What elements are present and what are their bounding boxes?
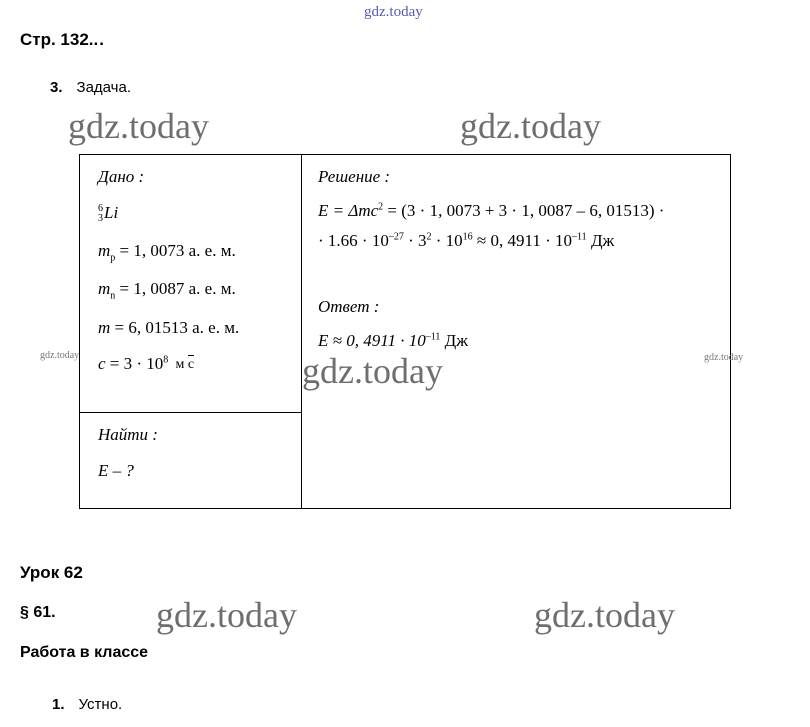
given-column bbox=[80, 155, 302, 508]
given-symbol-m: m bbox=[98, 279, 111, 299]
nuclide-indices bbox=[98, 204, 103, 225]
solution-column bbox=[302, 155, 730, 508]
eq1-part-c: = (3 · 1, 0073 + 3 · 1, 0087 – 6, 01513) · bbox=[383, 201, 665, 220]
page-number-dots: .. bbox=[93, 30, 105, 49]
eq2-part-e: Дж bbox=[586, 231, 615, 250]
nuclide-mass-number: 6 bbox=[98, 202, 103, 214]
solution-header: Решение : bbox=[318, 167, 391, 186]
given-row-mp bbox=[98, 241, 301, 263]
given-exp-c: 8 bbox=[163, 353, 169, 365]
given-header: Дано : bbox=[98, 167, 145, 186]
solution-equation-line-2 bbox=[318, 231, 730, 251]
given-row-c bbox=[98, 354, 301, 374]
given-value-mp: = 1, 0073 а. е. м. bbox=[119, 240, 236, 260]
task-label: Задача. bbox=[76, 79, 132, 96]
find-box bbox=[80, 413, 301, 481]
page-number-header bbox=[20, 30, 105, 50]
exercise-label: Устно. bbox=[78, 696, 123, 713]
page-number-text: Стр. 132. bbox=[20, 30, 94, 49]
fraction-numerator: м bbox=[175, 356, 185, 372]
eq1-part-b: Δmc bbox=[348, 201, 379, 220]
eq2-sup-1: –27 bbox=[388, 231, 404, 243]
answer-value bbox=[318, 331, 730, 351]
classwork-heading: Работа в классе bbox=[20, 644, 149, 661]
given-value-c: = 3 · 10 bbox=[109, 353, 164, 373]
watermark-2: gdz.today bbox=[460, 106, 601, 146]
given-symbol-m: m bbox=[98, 317, 111, 337]
eq2-sup-3: 16 bbox=[462, 231, 473, 243]
given-symbol-c: c bbox=[98, 353, 106, 373]
eq2-part-b: · 3 bbox=[403, 231, 427, 250]
given-value-mn: = 1, 0087 а. е. м. bbox=[119, 279, 236, 299]
lesson-heading: Урок 62 bbox=[20, 563, 83, 582]
watermark-small-right: gdz.today bbox=[704, 352, 744, 363]
watermark-4: gdz.today bbox=[156, 595, 297, 635]
eq1-part-a: E = bbox=[318, 201, 349, 220]
eq2-sup-2: 2 bbox=[426, 231, 432, 243]
exercise-number: 1. bbox=[52, 696, 65, 713]
task-heading bbox=[50, 79, 131, 96]
paragraph-heading: § 61. bbox=[20, 604, 56, 621]
watermark-3: gdz.today bbox=[302, 351, 443, 391]
watermark-top: gdz.today bbox=[364, 4, 423, 20]
eq2-part-a: · 1.66 · 10 bbox=[318, 231, 389, 250]
given-value-m: = 6, 01513 а. е. м. bbox=[114, 317, 240, 337]
given-box bbox=[80, 155, 301, 413]
watermark-5: gdz.today bbox=[534, 595, 675, 635]
find-header: Найти : bbox=[98, 425, 158, 444]
answer-part-a: E ≈ 0, 4911 · 10 bbox=[318, 331, 426, 350]
nuclide-notation bbox=[98, 203, 118, 225]
answer-part-b: Дж bbox=[440, 331, 468, 350]
solution-table bbox=[79, 154, 731, 509]
given-sub-n: n bbox=[110, 290, 116, 302]
given-row-m bbox=[98, 318, 301, 338]
exercise-item-1 bbox=[52, 696, 122, 713]
nuclide-symbol: Li bbox=[104, 203, 119, 222]
task-number: 3. bbox=[50, 79, 63, 96]
fraction-denominator: с bbox=[187, 356, 195, 372]
speed-unit-fraction bbox=[176, 357, 195, 373]
given-symbol-m: m bbox=[98, 240, 111, 260]
eq2-part-d: ≈ 0, 4911 · 10 bbox=[472, 231, 573, 250]
given-row-mn bbox=[98, 279, 301, 301]
eq1-sup: 2 bbox=[378, 201, 384, 213]
solution-equation-line-1 bbox=[318, 201, 730, 221]
eq2-part-c: · 10 bbox=[431, 231, 463, 250]
given-sub-p: p bbox=[110, 252, 116, 264]
answer-sup: –11 bbox=[425, 331, 441, 343]
answer-header: Ответ : bbox=[318, 297, 380, 316]
watermark-1: gdz.today bbox=[68, 106, 209, 146]
find-value: E – ? bbox=[98, 461, 134, 480]
eq2-sup-4: –11 bbox=[572, 231, 587, 243]
watermark-small-left: gdz.today bbox=[40, 350, 80, 361]
nuclide-atomic-number: 3 bbox=[98, 213, 103, 225]
